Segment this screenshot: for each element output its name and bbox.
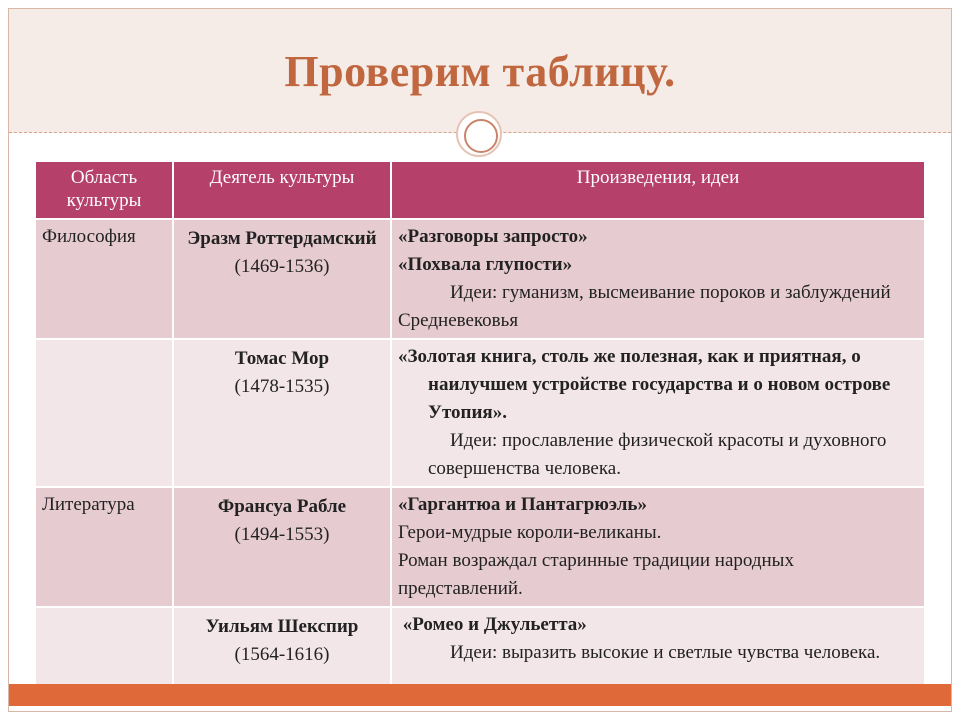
header-person: Деятель культуры bbox=[173, 161, 391, 219]
person-name: Франсуа Рабле bbox=[217, 496, 347, 517]
cell-works bbox=[391, 487, 925, 607]
work-title: «Золотая книга, столь же полезная, как и приятная, о наилучшем устройстве государства и о новом острове Утопия». bbox=[398, 346, 891, 423]
slide-title: Проверим таблицу. bbox=[284, 47, 676, 96]
table-row bbox=[35, 487, 925, 607]
work-title: «Разговоры запросто» bbox=[398, 226, 588, 247]
culture-table bbox=[34, 160, 926, 696]
work-title: «Ромео и Джульетта» bbox=[398, 614, 587, 635]
table-row bbox=[35, 339, 925, 487]
cell-area: Философия bbox=[35, 219, 173, 339]
table-row bbox=[35, 219, 925, 339]
person-name: Эразм Роттердамский bbox=[187, 228, 377, 249]
header-area: Область культуры bbox=[35, 161, 173, 219]
table-header-row bbox=[35, 161, 925, 219]
person-years: (1494-1553) bbox=[234, 524, 330, 545]
idea-text: Идеи: прославление физической красоты и духовного совершенства человека. bbox=[428, 430, 887, 479]
person-name: Уильям Шекспир bbox=[205, 616, 359, 637]
cell-person bbox=[173, 487, 391, 607]
circle-ornament-icon bbox=[456, 111, 502, 157]
person-name: Томас Мор bbox=[234, 348, 330, 369]
person-years: (1469-1536) bbox=[234, 256, 330, 277]
cell-person bbox=[173, 339, 391, 487]
bottom-accent-bar bbox=[9, 684, 951, 706]
cell-works bbox=[391, 339, 925, 487]
work-title: «Похвала глупости» bbox=[398, 254, 573, 275]
cell-area bbox=[35, 339, 173, 487]
cell-person bbox=[173, 219, 391, 339]
idea-text: Идеи: выразить высокие и светлые чувства человека. bbox=[450, 642, 881, 663]
person-years: (1564-1616) bbox=[234, 644, 330, 665]
cell-area: Литература bbox=[35, 487, 173, 607]
cell-area bbox=[35, 607, 173, 695]
work-description: Герои-мудрые короли-великаны. bbox=[398, 522, 662, 543]
work-description: Роман возраждал старинные традиции народных представлений. bbox=[398, 550, 794, 599]
table-row bbox=[35, 607, 925, 695]
person-years: (1478-1535) bbox=[234, 376, 330, 397]
cell-person bbox=[173, 607, 391, 695]
idea-text: Идеи: гуманизм, высмеивание пороков и заблуждений Средневековья bbox=[398, 282, 891, 331]
cell-works bbox=[391, 607, 925, 695]
cell-works bbox=[391, 219, 925, 339]
work-title: «Гаргантюа и Пантагрюэль» bbox=[398, 494, 647, 515]
header-works: Произведения, идеи bbox=[391, 161, 925, 219]
